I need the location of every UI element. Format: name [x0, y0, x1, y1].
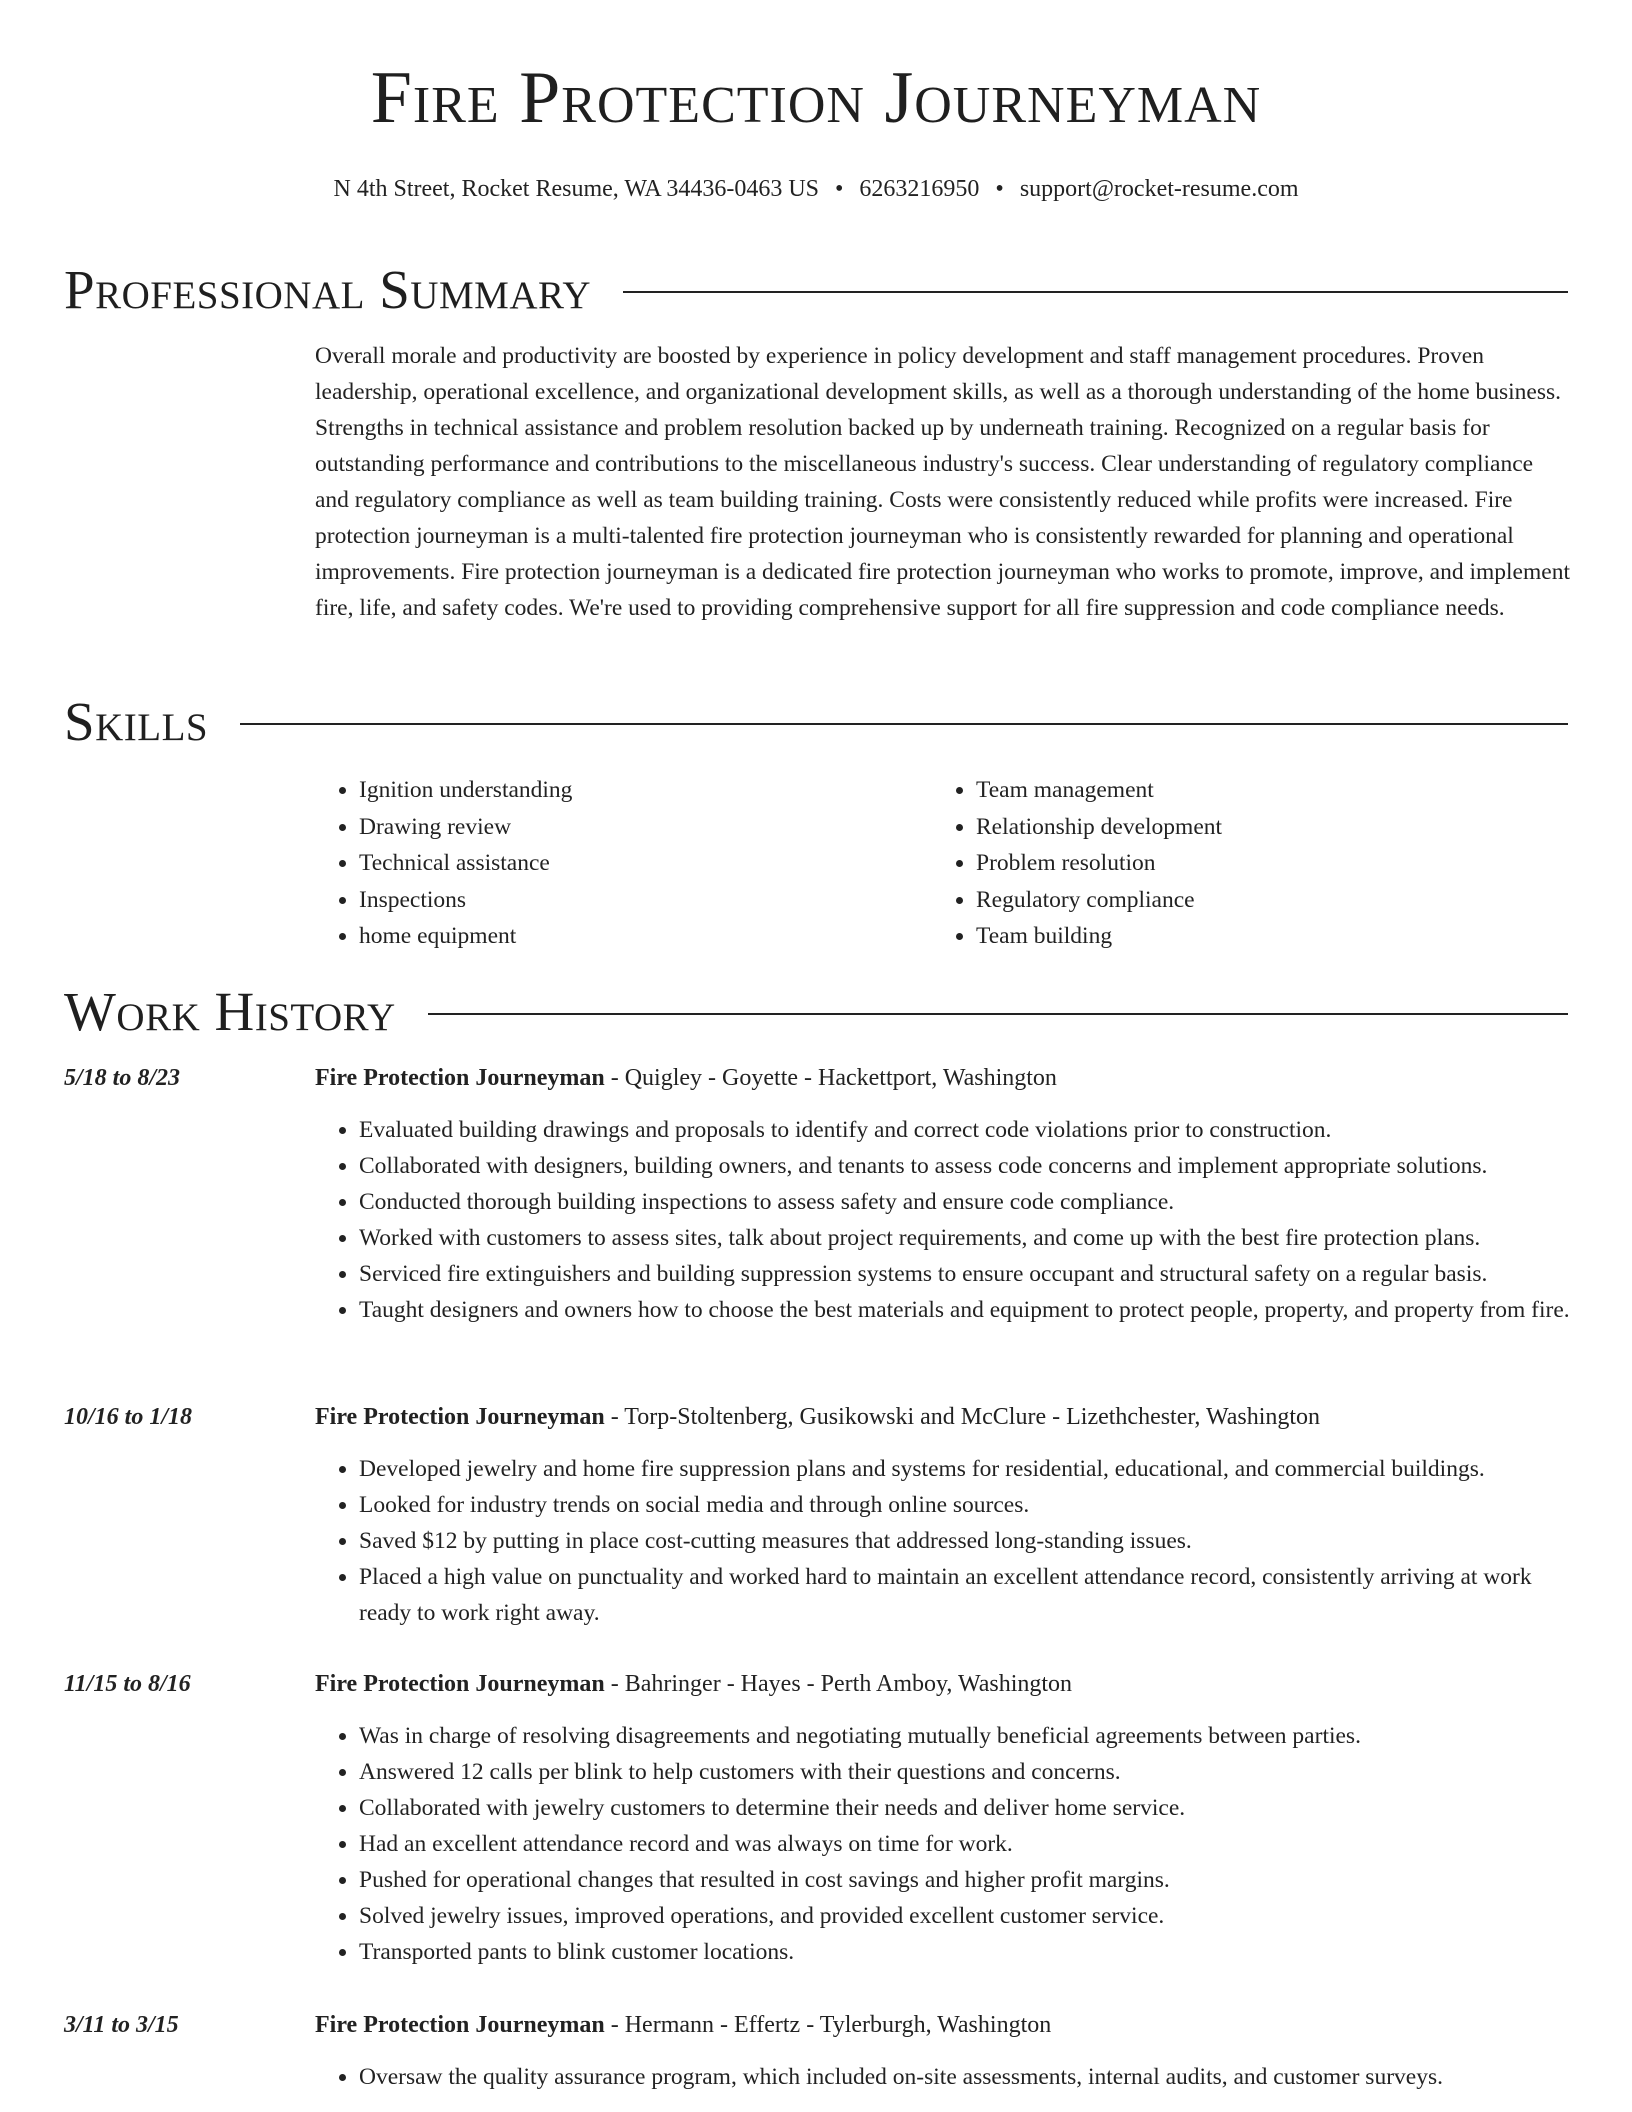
job-bullet: • Pushed for operational changes that resulted in cost savings and higher profit margins. — [359, 1862, 1570, 1898]
job-bullet: • Collaborated with jewelry customers to determine their needs and deliver home service. — [359, 1790, 1570, 1826]
job-dates: 11/15 to 8/16 — [64, 1671, 191, 1697]
summary-heading-title: Professional Summary — [64, 259, 592, 320]
job-header — [315, 1399, 1570, 1435]
job-bullets — [315, 2059, 1570, 2095]
job-dates: 10/16 to 1/18 — [64, 1404, 193, 1430]
contact-separator: • — [995, 176, 1004, 202]
job-dates: 3/11 to 3/15 — [64, 2012, 179, 2038]
skill-item: • Team building — [976, 918, 1549, 955]
skill-item: • Inspections — [359, 882, 932, 919]
job-header — [315, 2007, 1570, 2043]
contact-address: N 4th Street, Rocket Resume, WA 34436-0463 US — [333, 176, 820, 202]
skills-heading-title: Skills — [64, 691, 209, 752]
contact-line — [0, 175, 1632, 204]
job-bullet: • Conducted thorough building inspections to assess safety and ensure code compliance. — [359, 1184, 1570, 1220]
skills-heading — [64, 691, 1568, 752]
contact-email: support@rocket-resume.com — [1019, 176, 1299, 202]
skills-column-left — [315, 772, 932, 955]
job-title: Fire Protection Journeyman — [315, 1404, 605, 1430]
skill-item: • Technical assistance — [359, 845, 932, 882]
job-bullets — [315, 1451, 1570, 1631]
skill-item: • Ignition understanding — [359, 772, 932, 809]
skills-column-right — [932, 772, 1549, 955]
job-dates: 5/18 to 8/23 — [64, 1065, 181, 1091]
section-rule — [623, 291, 1568, 293]
section-rule — [428, 1013, 1568, 1015]
skill-item: • Team management — [976, 772, 1549, 809]
skill-item: • Regulatory compliance — [976, 882, 1549, 919]
job-bullet: • Taught designers and owners how to choose the best materials and equipment to protect people, property, and property from fire. — [359, 1292, 1570, 1328]
job-employer: - Torp-Stoltenberg, Gusikowski and McClure - Lizethchester, Washington — [604, 1404, 1321, 1430]
skill-item: • home equipment — [359, 918, 932, 955]
job-employer: - Bahringer - Hayes - Perth Amboy, Washington — [604, 1671, 1073, 1697]
job-bullet: • Developed jewelry and home fire suppression plans and systems for residential, educational, and commercial buildings. — [359, 1451, 1570, 1487]
resume-name: Fire Protection Journeyman — [370, 57, 1262, 139]
job-bullet: • Solved jewelry issues, improved operations, and provided excellent customer service. — [359, 1898, 1570, 1934]
job-bullet: • Had an excellent attendance record and was always on time for work. — [359, 1826, 1570, 1862]
work-history-heading-title: Work History — [64, 981, 396, 1042]
job-bullet: • Answered 12 calls per blink to help customers with their questions and concerns. — [359, 1754, 1570, 1790]
job-bullets — [315, 1112, 1570, 1328]
job-entry — [64, 1666, 1570, 1970]
job-bullet: • Looked for industry trends on social media and through online sources. — [359, 1487, 1570, 1523]
contact-phone: 6263216950 — [859, 176, 980, 202]
job-bullet: • Was in charge of resolving disagreements and negotiating mutually beneficial agreements between parties. — [359, 1718, 1570, 1754]
job-entry — [64, 2007, 1570, 2095]
job-bullet: • Evaluated building drawings and proposals to identify and correct code violations prior to construction. — [359, 1112, 1570, 1148]
job-title: Fire Protection Journeyman — [315, 1671, 605, 1697]
job-bullet: • Serviced fire extinguishers and building suppression systems to ensure occupant and structural safety on a regular basis. — [359, 1256, 1570, 1292]
section-rule — [240, 723, 1568, 725]
job-header — [315, 1666, 1570, 1702]
contact-separator: • — [835, 176, 844, 202]
summary-text: Overall morale and productivity are boosted by experience in policy development and staff management procedures. Proven leadership, operational excellence, and organizational development skills, as well as a thorough understanding of the home business. Strengths in technical assistance and problem resolution backed up by underneath training. Recognized on a regular basis for outstanding performance and contributions to the miscellaneous industry's success. Clear understanding of regulatory compliance and regulatory compliance as well as team building training. Costs were consistently reduced while profits were increased. Fire protection journeyman is a multi-talented fire protection journeyman who is consistently rewarded for planning and operational improvements. Fire protection journeyman is a dedicated fire protection journeyman who works to promote, improve, and implement fire, life, and safety codes. We're used to providing comprehensive support for all fire suppression and code compliance needs. — [315, 343, 1570, 621]
skill-item: • Relationship development — [976, 809, 1549, 846]
skills-list — [315, 772, 1570, 955]
job-bullet: • Saved $12 by putting in place cost-cutting measures that addressed long-standing issues. — [359, 1523, 1570, 1559]
job-entry — [64, 1060, 1570, 1328]
job-bullet: • Worked with customers to assess sites, talk about project requirements, and come up with the best fire protection plans. — [359, 1220, 1570, 1256]
job-bullets — [315, 1718, 1570, 1970]
job-entry — [64, 1399, 1570, 1631]
skill-item: • Problem resolution — [976, 845, 1549, 882]
job-title: Fire Protection Journeyman — [315, 2012, 605, 2038]
job-title: Fire Protection Journeyman — [315, 1065, 605, 1091]
work-history-heading — [64, 981, 1568, 1042]
job-bullet: • Transported pants to blink customer locations. — [359, 1934, 1570, 1970]
job-bullet: • Oversaw the quality assurance program, which included on-site assessments, internal audits, and customer surveys. — [359, 2059, 1570, 2095]
job-header — [315, 1060, 1570, 1096]
job-bullet: • Collaborated with designers, building owners, and tenants to assess code concerns and implement appropriate solutions. — [359, 1148, 1570, 1184]
job-employer: - Quigley - Goyette - Hackettport, Washington — [604, 1065, 1057, 1091]
summary-heading — [64, 259, 1568, 320]
job-employer: - Hermann - Effertz - Tylerburgh, Washington — [604, 2012, 1052, 2038]
job-bullet: • Placed a high value on punctuality and worked hard to maintain an excellent attendance record, consistently arriving at work ready to work right away. — [359, 1559, 1570, 1631]
skill-item: • Drawing review — [359, 809, 932, 846]
